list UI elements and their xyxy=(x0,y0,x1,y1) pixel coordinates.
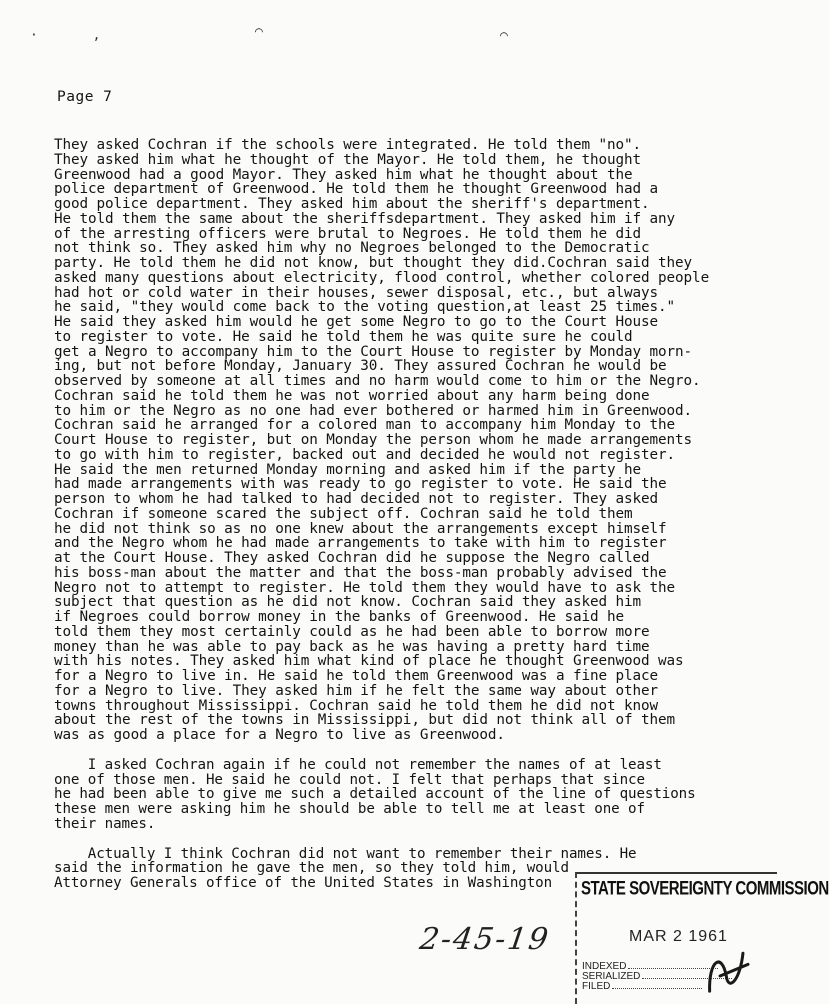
commission-stamp xyxy=(575,872,829,1004)
stamp-field-label: FILED xyxy=(582,981,611,992)
text-line: asked many questions about electricity, flood control, whether colored people xyxy=(54,269,710,286)
text-line: he said, "they would come back to the voting question,at least 25 times." xyxy=(54,299,676,316)
body-text xyxy=(54,138,766,891)
text-line: with his notes. They asked him what kind of place he thought Greenwood was xyxy=(54,653,684,670)
text-line: Cochran if someone scared the subject off. Cochran said he told them xyxy=(54,505,633,522)
handwritten-file-number: 2-45-19 xyxy=(417,922,553,957)
text-line: said the information he gave the men, so they told him, would xyxy=(54,860,569,877)
text-line: He said they asked him would he get some Negro to go to the Court House xyxy=(54,314,659,330)
text-line: Cochran said he arranged for a colored man to accompany him Monday to the xyxy=(54,417,676,434)
text-line: Court House to register, but on Monday the person whom he made arrangements xyxy=(54,432,693,448)
text-line: Greenwood had a good Mayor. They asked him what he thought about the xyxy=(54,166,633,183)
stamp-field-label: INDEXED xyxy=(582,961,627,972)
text-line: party. He told them he did not know, but thought they did.Cochran said they xyxy=(54,255,693,271)
text-line: he had been able to give me such a detailed account of the line of questions xyxy=(54,786,696,803)
text-line: one of those men. He said he could not. I felt that perhaps that since xyxy=(54,771,645,788)
text-line: person to whom he had talked to had decided not to register. They asked xyxy=(54,491,659,507)
text-line: told them they most certainly could as he had been able to borrow more xyxy=(54,623,650,640)
text-line: to him or the Negro as no one had ever bothered or harmed him in Greenwood. xyxy=(54,402,693,419)
paragraph-2 xyxy=(54,758,766,832)
text-line: towns throughout Mississippi. Cochran said he told them he did not know xyxy=(54,697,659,714)
text-line: these men were asking him he should be able to tell me at least one of xyxy=(54,801,645,817)
text-line: their names. xyxy=(54,815,156,832)
text-line: he did not think so as no one knew about the arrangements except himself xyxy=(54,520,667,537)
scan-speck: ⌒ xyxy=(255,24,263,39)
text-line: for a Negro to live. They asked him if he felt the same way about other xyxy=(54,682,659,699)
paragraph-gap xyxy=(54,832,766,847)
text-line: subject that question as he did not know. Cochran said they asked him xyxy=(54,594,642,611)
text-line: He said the men returned Monday morning and asked him if the party he xyxy=(54,461,642,478)
text-line: Actually I think Cochran did not want to remember their names. He xyxy=(54,845,637,862)
text-line: money than he was able to pay back as he was having a pretty hard time xyxy=(54,638,650,655)
text-line: ing, but not before Monday, January 30. They assured Cochran he would be xyxy=(54,358,667,375)
text-line: I asked Cochran again if he could not remember the names of at least xyxy=(54,756,662,773)
text-line: to go with him to register, backed out and decided he would not register. xyxy=(54,446,676,463)
paragraph-1 xyxy=(54,138,766,743)
scan-speck: ⌒ xyxy=(500,28,508,43)
page-number: Page 7 xyxy=(57,89,113,105)
text-line: observed by someone at all times and no harm would come to him or the Negro. xyxy=(54,373,701,389)
text-line: to register to vote. He said he told them he was quite sure he could xyxy=(54,328,633,345)
stamp-date: MAR 2 1961 xyxy=(629,928,728,945)
text-line: about the rest of the towns in Mississippi, but did not think all of them xyxy=(54,712,676,729)
text-line: not think so. They asked him why no Negroes belonged to the Democratic xyxy=(54,240,650,257)
stamp-field-label: SERIALIZED xyxy=(582,971,641,982)
text-line: good police department. They asked him about the sheriff's department. xyxy=(54,196,650,212)
text-line: He told them the same about the sheriffsdepartment. They asked him if any xyxy=(54,210,676,227)
text-line: They asked Cochran if the schools were integrated. He told them "no". xyxy=(54,137,642,153)
text-line: and the Negro whom he had made arrangements to take with him to register xyxy=(54,535,667,552)
text-line: Negro not to attempt to register. He told them they would have to ask the xyxy=(54,579,676,596)
text-line: They asked him what he thought of the Mayor. He told them, he thought xyxy=(54,151,642,168)
stamp-header: STATE SOVEREIGNTY COMMISSION xyxy=(581,877,829,900)
text-line: police department of Greenwood. He told them he thought Greenwood had a xyxy=(54,181,659,198)
paragraph-gap xyxy=(54,743,766,758)
text-line: at the Court House. They asked Cochran did he suppose the Negro called xyxy=(54,550,650,566)
dotted-line xyxy=(612,988,702,989)
text-line: Attorney Generals office of the United States in Washington xyxy=(54,875,553,891)
handwritten-initials-icon xyxy=(692,939,763,1003)
text-line: get a Negro to accompany him to the Court House to register by Monday morn- xyxy=(54,343,693,360)
scan-speck: · , xyxy=(30,28,101,43)
text-line: of the arresting officers were brutal to Negroes. He told them he did xyxy=(54,225,642,242)
text-line: for a Negro to live in. He said he told them Greenwood was a fine place xyxy=(54,668,659,684)
text-line: his boss-man about the matter and that the boss-man probably advised the xyxy=(54,564,667,581)
text-line: had made arrangements with was ready to go register to vote. He said the xyxy=(54,476,667,493)
text-line: if Negroes could borrow money in the banks of Greenwood. He said he xyxy=(54,609,624,625)
text-line: Cochran said he told them he was not worried about any harm being done xyxy=(54,387,650,404)
text-line: had hot or cold water in their houses, sewer disposal, etc., but always xyxy=(54,284,659,301)
text-line: was as good a place for a Negro to live as Greenwood. xyxy=(54,727,505,743)
